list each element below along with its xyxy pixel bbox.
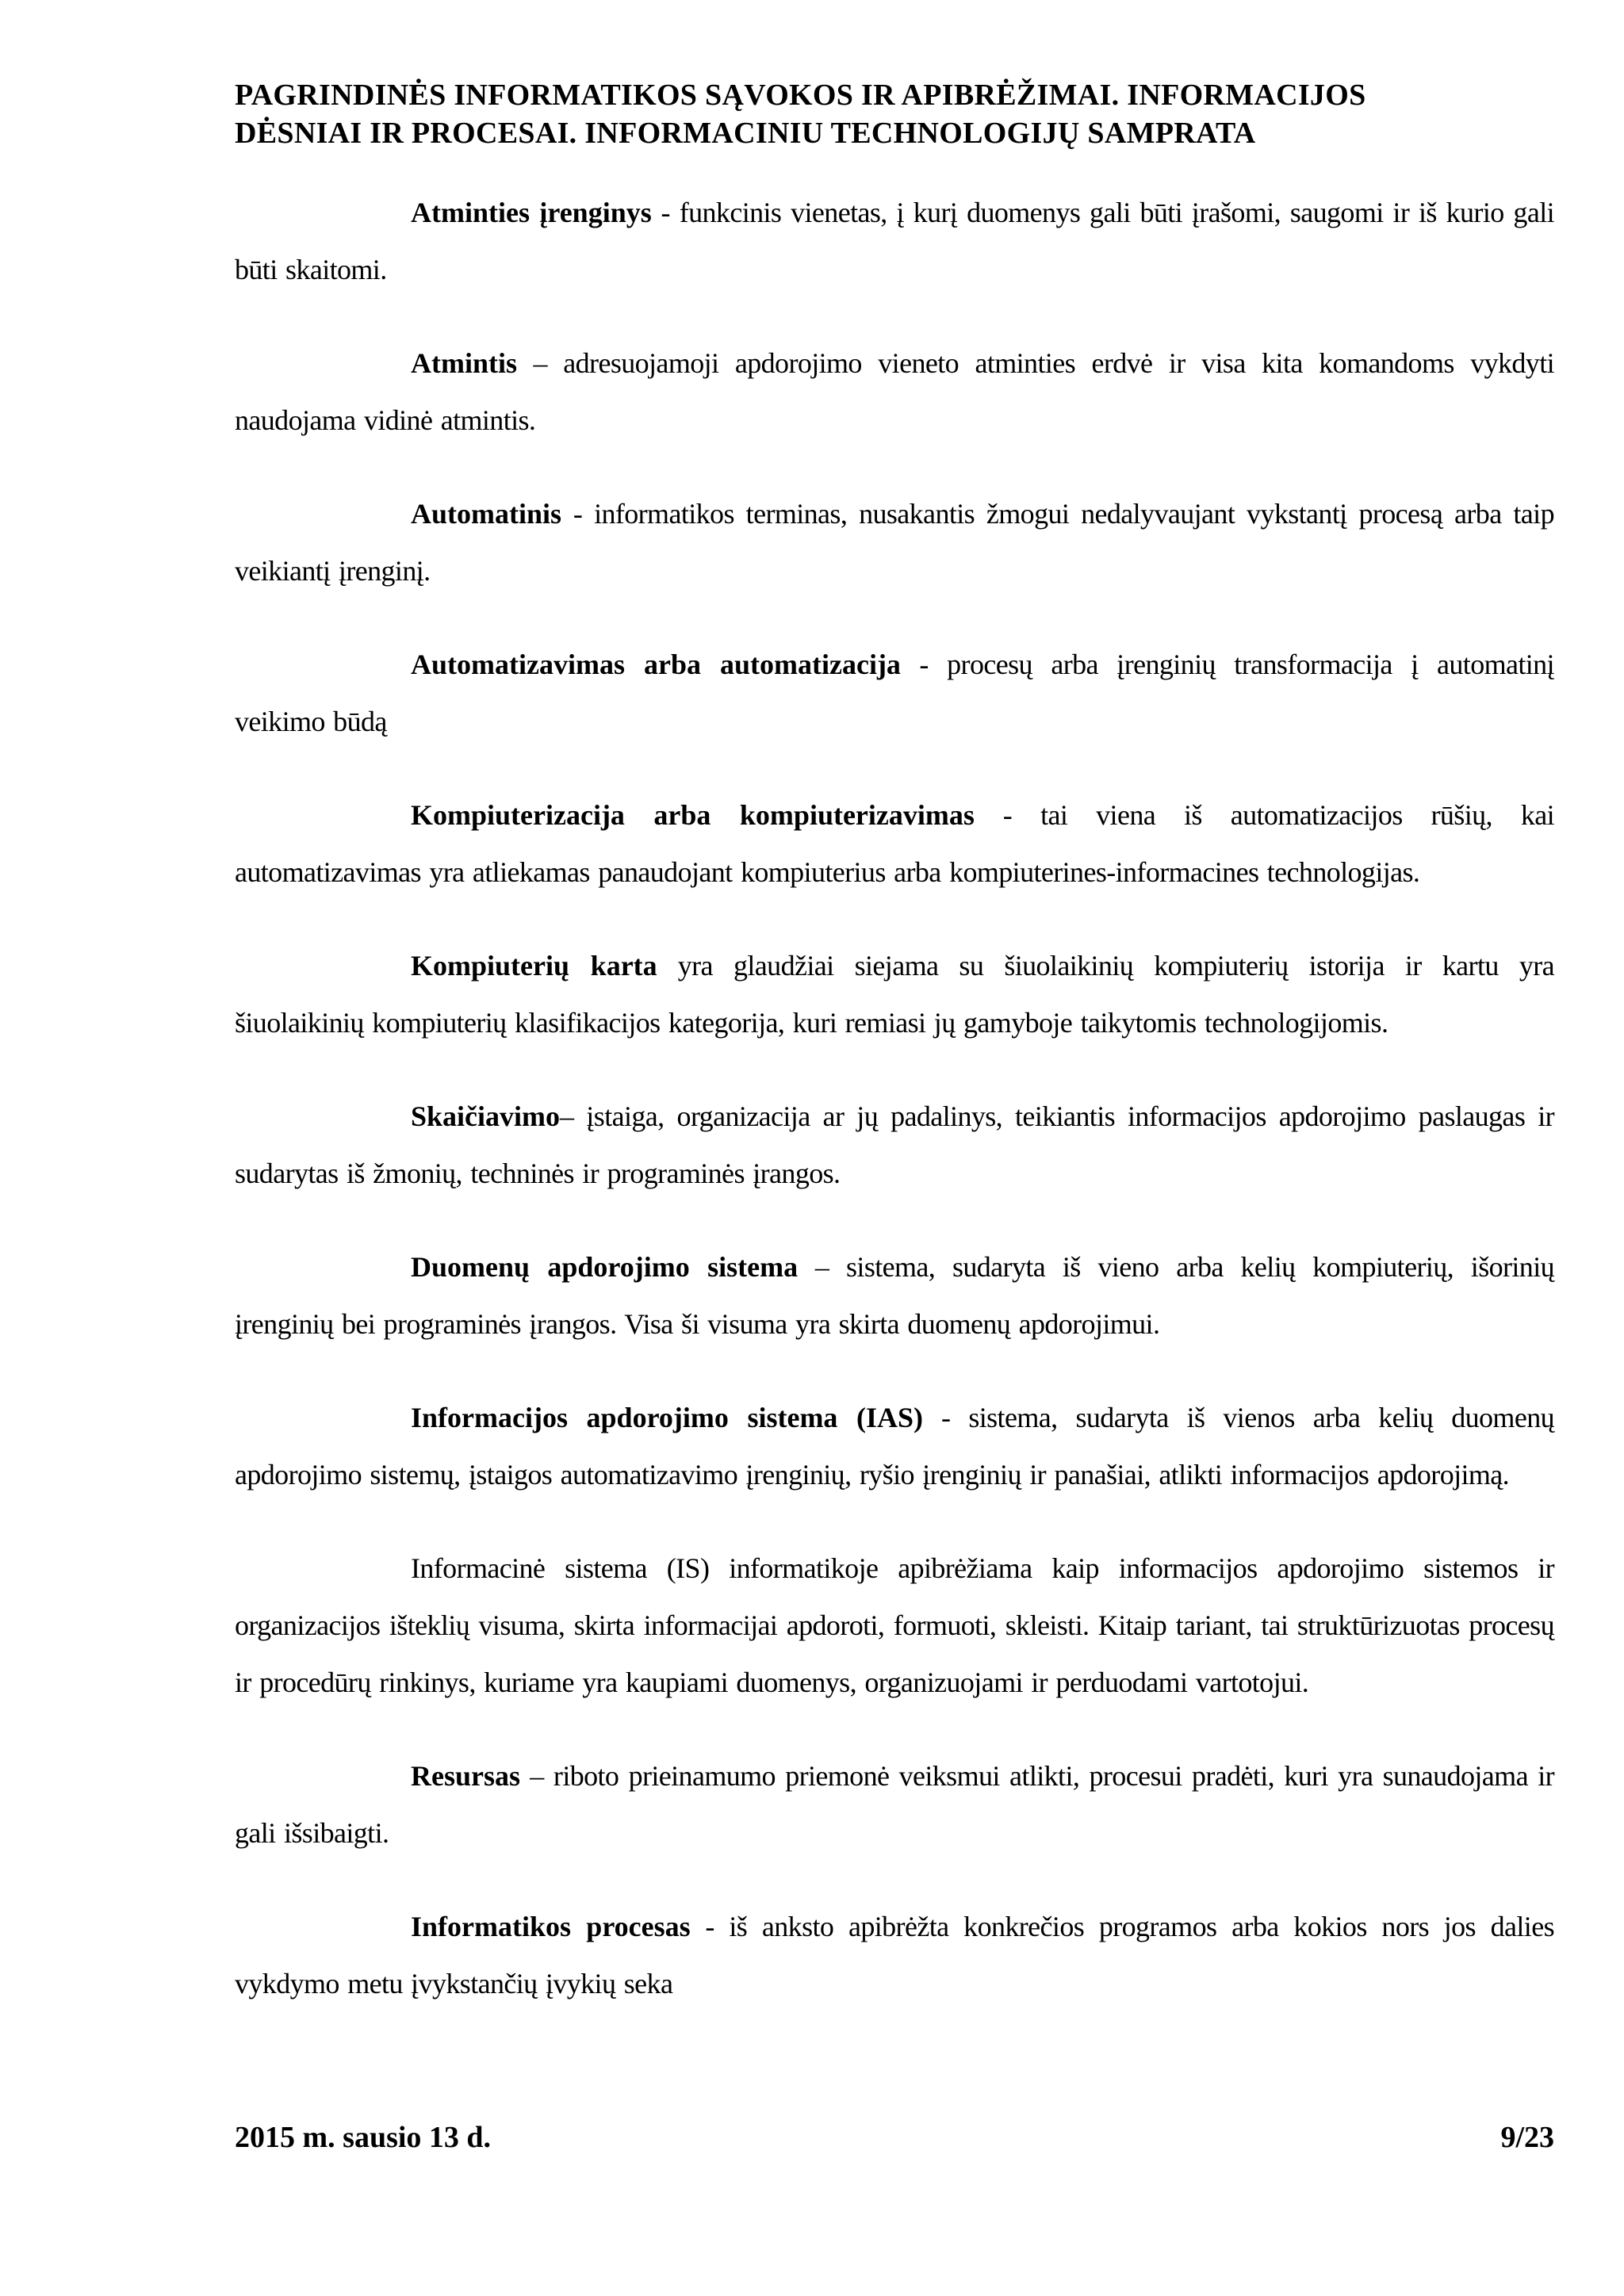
definition-paragraph	[235, 184, 1554, 298]
definition-text: – riboto prieinamumo priemonė veiksmui atlikti, procesui pradėti, kuri yra sunaudojama ir gali išsibaigti.	[235, 1760, 1554, 1849]
page-number: 9/23	[1500, 2121, 1554, 2154]
definition-paragraph	[235, 786, 1554, 901]
definition-term: Kompiuterių karta	[411, 950, 657, 982]
definition-paragraph	[235, 1088, 1554, 1202]
header-title-line-1: PAGRINDINĖS INFORMATIKOS SĄVOKOS IR APIBRĖŽIMAI. INFORMACIJOS	[235, 78, 1366, 112]
definition-text: - informatikos terminas, nusakantis žmogui nedalyvaujant vykstantį procesą arba taip veikiantį įrenginį.	[235, 498, 1554, 587]
definition-text: - sistema, sudaryta iš vienos arba kelių duomenų apdorojimo sistemų, įstaigos automatizavimo įrenginių, ryšio įrenginių ir panašiai, atlikti informacijos apdorojimą.	[235, 1402, 1554, 1490]
definition-term: Automatinis	[411, 498, 562, 530]
definition-text: – sistema, sudaryta iš vieno arba kelių kompiuterių, išorinių įrenginių bei programinės įrangos. Visa ši visuma yra skirta duomenų apdorojimui.	[235, 1251, 1555, 1340]
definition-term: Informatikos procesas	[411, 1911, 691, 1942]
footer-date: 2015 m. sausio 13 d.	[235, 2121, 492, 2154]
definition-paragraph	[235, 636, 1554, 750]
definition-text: - funkcinis vienetas, į kurį duomenys gali būti įrašomi, saugomi ir iš kurio gali būti skaitomi.	[235, 197, 1555, 285]
definition-term: Duomenų apdorojimo sistema	[411, 1251, 799, 1283]
definition-term: Resursas	[411, 1760, 521, 1792]
definition-text: yra glaudžiai siejama su šiuolaikinių kompiuterių istorija ir kartu yra šiuolaikinių kompiuterių klasifikacijos kategorija, kuri remiasi jų gamyboje taikytomis technologijomis.	[235, 950, 1554, 1039]
definition-term: Informacijos apdorojimo sistema (IAS)	[411, 1402, 924, 1433]
definition-text: - tai viena iš automatizacijos rūšių, kai automatizavimas yra atliekamas panaudojant kompiuterius arba kompiuterines-informacines technologijas.	[235, 799, 1554, 888]
definition-paragraph	[235, 335, 1554, 449]
definition-text: – įstaiga, organizacija ar jų padalinys, teikiantis informacijos apdorojimo paslaugas ir sudarytas iš žmonių, techninės ir programinės įrangos.	[235, 1100, 1554, 1189]
definition-term: Automatizavimas arba automatizacija	[411, 649, 901, 680]
definition-term: Atminties įrenginys	[411, 197, 652, 228]
definition-paragraph	[235, 1747, 1554, 1862]
definition-text: Informacinė sistema (IS) informatikoje apibrėžiama kaip informacijos apdorojimo sistemos ir organizacijos išteklių visuma, skirta informacijai apdoroti, formuoti, skleisti. Kitaip tariant, tai struktūrizuotas procesų ir procedūrų rinkinys, kuriame yra kaupiami duomenys, organizuojami ir perduodami vartotojui.	[235, 1552, 1554, 1698]
header-title-line-2: DĖSNIAI IR PROCESAI. INFORMACINIU TECHNOLOGIJŲ SAMPRATA	[235, 117, 1256, 150]
definition-paragraph	[235, 1540, 1554, 1711]
definition-term: Atmintis	[411, 347, 517, 379]
definition-paragraph	[235, 937, 1554, 1051]
definition-term: Kompiuterizacija arba kompiuterizavimas	[411, 799, 975, 831]
definitions-list	[235, 184, 1554, 2049]
definition-text: - procesų arba įrenginių transformacija į automatinį veikimo būdą	[235, 649, 1554, 737]
definition-text: – adresuojamoji apdorojimo vieneto atminties erdvė ir visa kita komandoms vykdyti naudojama vidinė atmintis.	[235, 347, 1554, 436]
definition-paragraph	[235, 1898, 1554, 2012]
definition-paragraph	[235, 485, 1554, 599]
definition-paragraph	[235, 1238, 1554, 1353]
definition-paragraph	[235, 1389, 1554, 1503]
definition-text: - iš anksto apibrėžta konkrečios programos arba kokios nors jos dalies vykdymo metu įvykstančių įvykių seka	[235, 1911, 1554, 1999]
page-header	[235, 76, 1583, 152]
definition-term: Skaičiavimo	[411, 1100, 561, 1132]
